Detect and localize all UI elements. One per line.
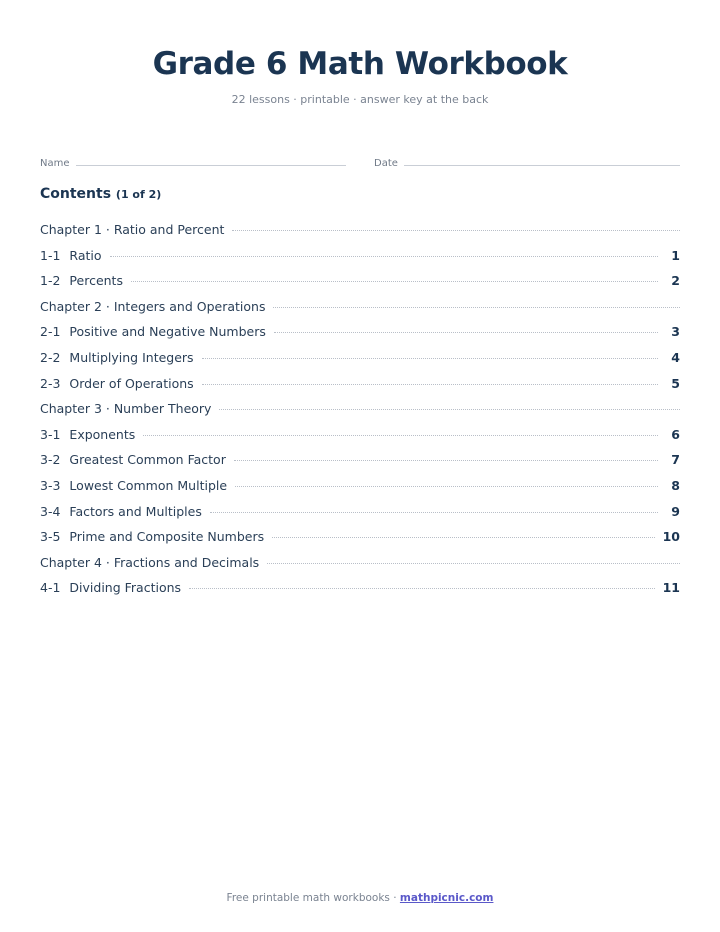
footer-link[interactable]: mathpicnic.com bbox=[399, 892, 494, 904]
dot-leader bbox=[273, 307, 680, 308]
toc-lesson-row[interactable] bbox=[40, 349, 680, 375]
page-number: 3 bbox=[671, 324, 680, 340]
lesson-number: 1-1 bbox=[40, 247, 61, 263]
lesson-title: Greatest Common Factor bbox=[69, 452, 226, 468]
lesson-title: Prime and Composite Numbers bbox=[69, 529, 265, 545]
dot-leader bbox=[143, 435, 658, 436]
name-field[interactable] bbox=[40, 157, 346, 173]
page-number: 9 bbox=[671, 503, 680, 519]
toc-chapter-row bbox=[40, 554, 680, 580]
lesson-number: 4-1 bbox=[40, 580, 61, 596]
page-number: 11 bbox=[662, 580, 680, 596]
dot-leader bbox=[210, 512, 658, 513]
contents-title: Contents bbox=[40, 186, 112, 202]
name-label: Name bbox=[40, 158, 70, 169]
dot-leader bbox=[235, 486, 658, 487]
dot-leader bbox=[110, 256, 658, 257]
page-number: 1 bbox=[671, 247, 680, 263]
page-number: 2 bbox=[671, 273, 680, 289]
contents-part: (1 of 2) bbox=[115, 188, 162, 201]
footer bbox=[0, 892, 720, 904]
lesson-title: Factors and Multiples bbox=[69, 503, 202, 519]
toc-lesson-row[interactable] bbox=[40, 375, 680, 401]
toc-lesson-row[interactable] bbox=[40, 579, 680, 605]
lesson-title: Order of Operations bbox=[69, 375, 194, 391]
lesson-title: Lowest Common Multiple bbox=[69, 477, 228, 493]
toc-lesson-row[interactable] bbox=[40, 247, 680, 273]
toc-lesson-row[interactable] bbox=[40, 323, 680, 349]
toc-lesson-row[interactable] bbox=[40, 528, 680, 554]
dot-leader bbox=[189, 588, 655, 589]
toc-chapter-row bbox=[40, 298, 680, 324]
date-line bbox=[404, 165, 680, 166]
page-number: 6 bbox=[671, 426, 680, 442]
contents-heading bbox=[40, 186, 161, 202]
lesson-number: 3-5 bbox=[40, 529, 61, 545]
page-subtitle: 22 lessons · printable · answer key at the back bbox=[231, 93, 489, 106]
date-label: Date bbox=[374, 158, 398, 169]
page-number: 7 bbox=[671, 452, 680, 468]
lesson-number: 2-1 bbox=[40, 324, 61, 340]
dot-leader bbox=[274, 332, 658, 333]
lesson-number: 1-2 bbox=[40, 273, 61, 289]
dot-leader bbox=[267, 563, 680, 564]
lesson-title: Multiplying Integers bbox=[69, 349, 194, 365]
toc-lesson-row[interactable] bbox=[40, 426, 680, 452]
dot-leader bbox=[219, 409, 680, 410]
dot-leader bbox=[131, 281, 658, 282]
lesson-title: Exponents bbox=[69, 426, 136, 442]
dot-leader bbox=[272, 537, 655, 538]
table-of-contents bbox=[40, 221, 680, 605]
lesson-number: 3-3 bbox=[40, 477, 61, 493]
lesson-number: 3-4 bbox=[40, 503, 61, 519]
dot-leader bbox=[234, 460, 658, 461]
chapter-title: Chapter 3 · Number Theory bbox=[40, 401, 212, 417]
lesson-number: 2-2 bbox=[40, 349, 61, 365]
page-number: 4 bbox=[671, 349, 680, 365]
chapter-title: Chapter 2 · Integers and Operations bbox=[40, 298, 266, 314]
toc-lesson-row[interactable] bbox=[40, 477, 680, 503]
lesson-title: Percents bbox=[69, 273, 123, 289]
dot-leader bbox=[202, 384, 658, 385]
chapter-title: Chapter 4 · Fractions and Decimals bbox=[40, 554, 260, 570]
lesson-title: Dividing Fractions bbox=[69, 580, 182, 596]
lesson-number: 3-1 bbox=[40, 426, 61, 442]
name-line bbox=[76, 165, 346, 166]
lesson-title: Positive and Negative Numbers bbox=[69, 324, 266, 340]
footer-text: Free printable math workbooks · bbox=[226, 892, 400, 904]
page-title: Grade 6 Math Workbook bbox=[152, 46, 568, 82]
lesson-number: 2-3 bbox=[40, 375, 61, 391]
toc-lesson-row[interactable] bbox=[40, 451, 680, 477]
student-info-fields bbox=[40, 157, 680, 173]
chapter-title: Chapter 1 · Ratio and Percent bbox=[40, 222, 225, 237]
date-field[interactable] bbox=[374, 157, 680, 173]
lesson-number: 3-2 bbox=[40, 452, 61, 468]
toc-chapter-row bbox=[40, 221, 680, 247]
toc-lesson-row[interactable] bbox=[40, 503, 680, 529]
toc-lesson-row[interactable] bbox=[40, 272, 680, 298]
page-number: 10 bbox=[662, 529, 680, 545]
page-number: 5 bbox=[671, 375, 680, 391]
lesson-title: Ratio bbox=[69, 247, 102, 263]
dot-leader bbox=[202, 358, 658, 359]
toc-chapter-row bbox=[40, 400, 680, 426]
page-number: 8 bbox=[671, 477, 680, 493]
dot-leader bbox=[232, 230, 680, 231]
